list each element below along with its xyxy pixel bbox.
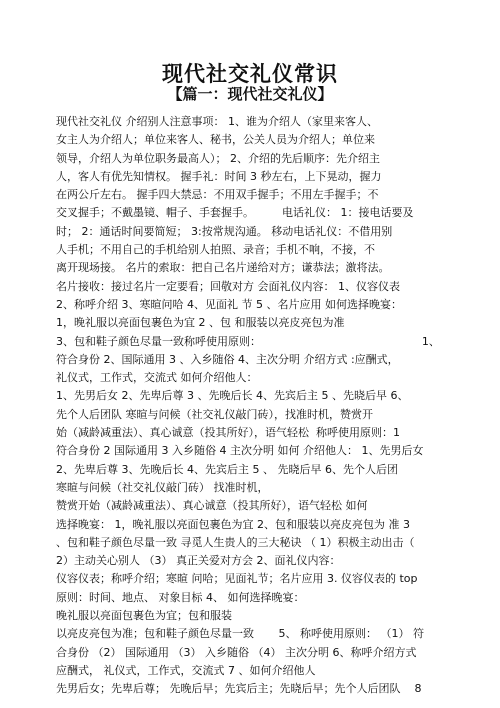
text-line: 3、包和鞋子颜色尽量一致称呼使用原则： 1、 <box>56 334 440 348</box>
text-line: 先个人后团队 寒暄与问候（社交礼仪敲门砖），找准时机，赞赏开 <box>56 407 373 421</box>
body-text <box>56 113 456 699</box>
text-line: 2、称呼介绍 3、寒暄问哈 4、见面礼 节 5 、名片应用 如何选择晚宴： <box>56 297 402 311</box>
text-line: 现代社交礼仪 介绍别人注意事项： 1、谁为介绍人（家里来客人、 <box>56 115 378 128</box>
page-title: 现代社交礼仪常识 <box>162 62 338 86</box>
text-line: 以亮皮亮包为准；包和鞋子颜色尽量一致 5、 称呼使用原则： （1） 符 <box>56 627 424 641</box>
text-line: 女主人为介绍人；单位来客人、秘书，公关人员为介绍人；单位来 <box>56 133 375 147</box>
text-line: 晚礼服以亮面包裹色为宜；包和服装 <box>56 609 232 623</box>
text-line: 合身份 （2） 国际通用 （3） 入乡随俗 （4） 主次分明 6、称呼介绍方式 <box>56 645 417 659</box>
text-line: 符合身份 2 国际通用 3 入乡随俗 4 主次分明 如何 介绍他人： 1、先男后女 <box>56 444 424 458</box>
text-line: 1，晚礼服以亮面包裹色为宜 2 、包 和服装以亮皮亮包为准 <box>56 316 345 330</box>
text-line: 2、先卑后尊 3、先晚后长 4、先宾后主 5 、 先晓后早 6、先个人后团 <box>56 462 398 476</box>
text-line: 原则：时间、地点、 对象目标 4、 如何选择晚宴： <box>56 590 305 604</box>
text-line: 符合身份 2、国际通用 3 、入乡随俗 4、主次分明 介绍方式 :应酬式， <box>56 352 399 366</box>
text-line: 1、先男后女 2、先卑后尊 3 、先晚后长 4、先宾后主 5 、先晓后早 6、 <box>56 389 409 403</box>
text-line: 选择晚宴： 1，晚礼服以亮面包裹色为宜 2、包和服装以亮皮亮包为 准 3 <box>56 517 410 531</box>
text-line: 仪容仪表；称呼介绍；寒暄 问哈；见面礼节；名片应用 3. 仪容仪表的 top <box>56 572 418 586</box>
text-line: 交叉握手；不戴墨镜、帽子、手套握手。 电话礼仪： 1：接电话要及 <box>56 206 414 220</box>
text-line: 、包和鞋子颜色尽量一致 寻觅人生贵人的三大秘诀 （ 1）积极主动出击（ <box>56 535 415 549</box>
text-line: 寒暄与问候（社交礼仪敲门砖） 找准时机， <box>56 480 269 494</box>
text-line: 礼仪式，工作式，交流式 如何介绍他人： <box>56 371 258 385</box>
text-line: 2）主动关心别人 （3） 真正关爱对方会 2、面礼仪内容： <box>56 554 341 568</box>
text-line: 人，客人有优先知情权。 握手礼：时间 3 秒左右，上下晃动，握力 <box>56 169 382 183</box>
text-line: 名片接收：接过名片一定要看；回敬对方 会面礼仪内容： 1、仪容仪表 <box>56 279 400 293</box>
text-line: 始（减龄减重法）、真心诚意（投其所好），语气轻松 称呼使用原则：1 <box>56 426 400 440</box>
text-line: 赞赏开始（减龄减重法）、真心诚意（投其所好），语气轻松 如何 <box>56 499 368 513</box>
text-line: 离开现场接。 名片的索取：把自己名片递给对方；谦恭法；激将法。 <box>56 261 390 275</box>
text-line: 时； 2：通话时间要简短； 3:按常规沟通。 移动电话礼仪：不借用别 <box>56 224 393 238</box>
text-line: 在两公斤左右。 握手四大禁忌：不用双手握手；不用左手握手；不 <box>56 188 379 202</box>
text-line: 应酬式， 礼仪式，工作式，交流式 7 、如何介绍他人 <box>56 663 316 677</box>
text-line: 先男后女；先卑后尊； 先晚后早；先宾后主；先晓后早；先个人后团队 8 <box>56 682 422 696</box>
section-heading: 【篇一：现代社交礼仪】 <box>167 85 333 103</box>
text-line: 人手机；不用自己的手机给别人拍照、录音；手机不响，不接，不 <box>56 243 375 257</box>
text-line: 领导，介绍人为单位职务最高人）； 2、介绍的先后顺序：先介绍主 <box>56 151 380 165</box>
